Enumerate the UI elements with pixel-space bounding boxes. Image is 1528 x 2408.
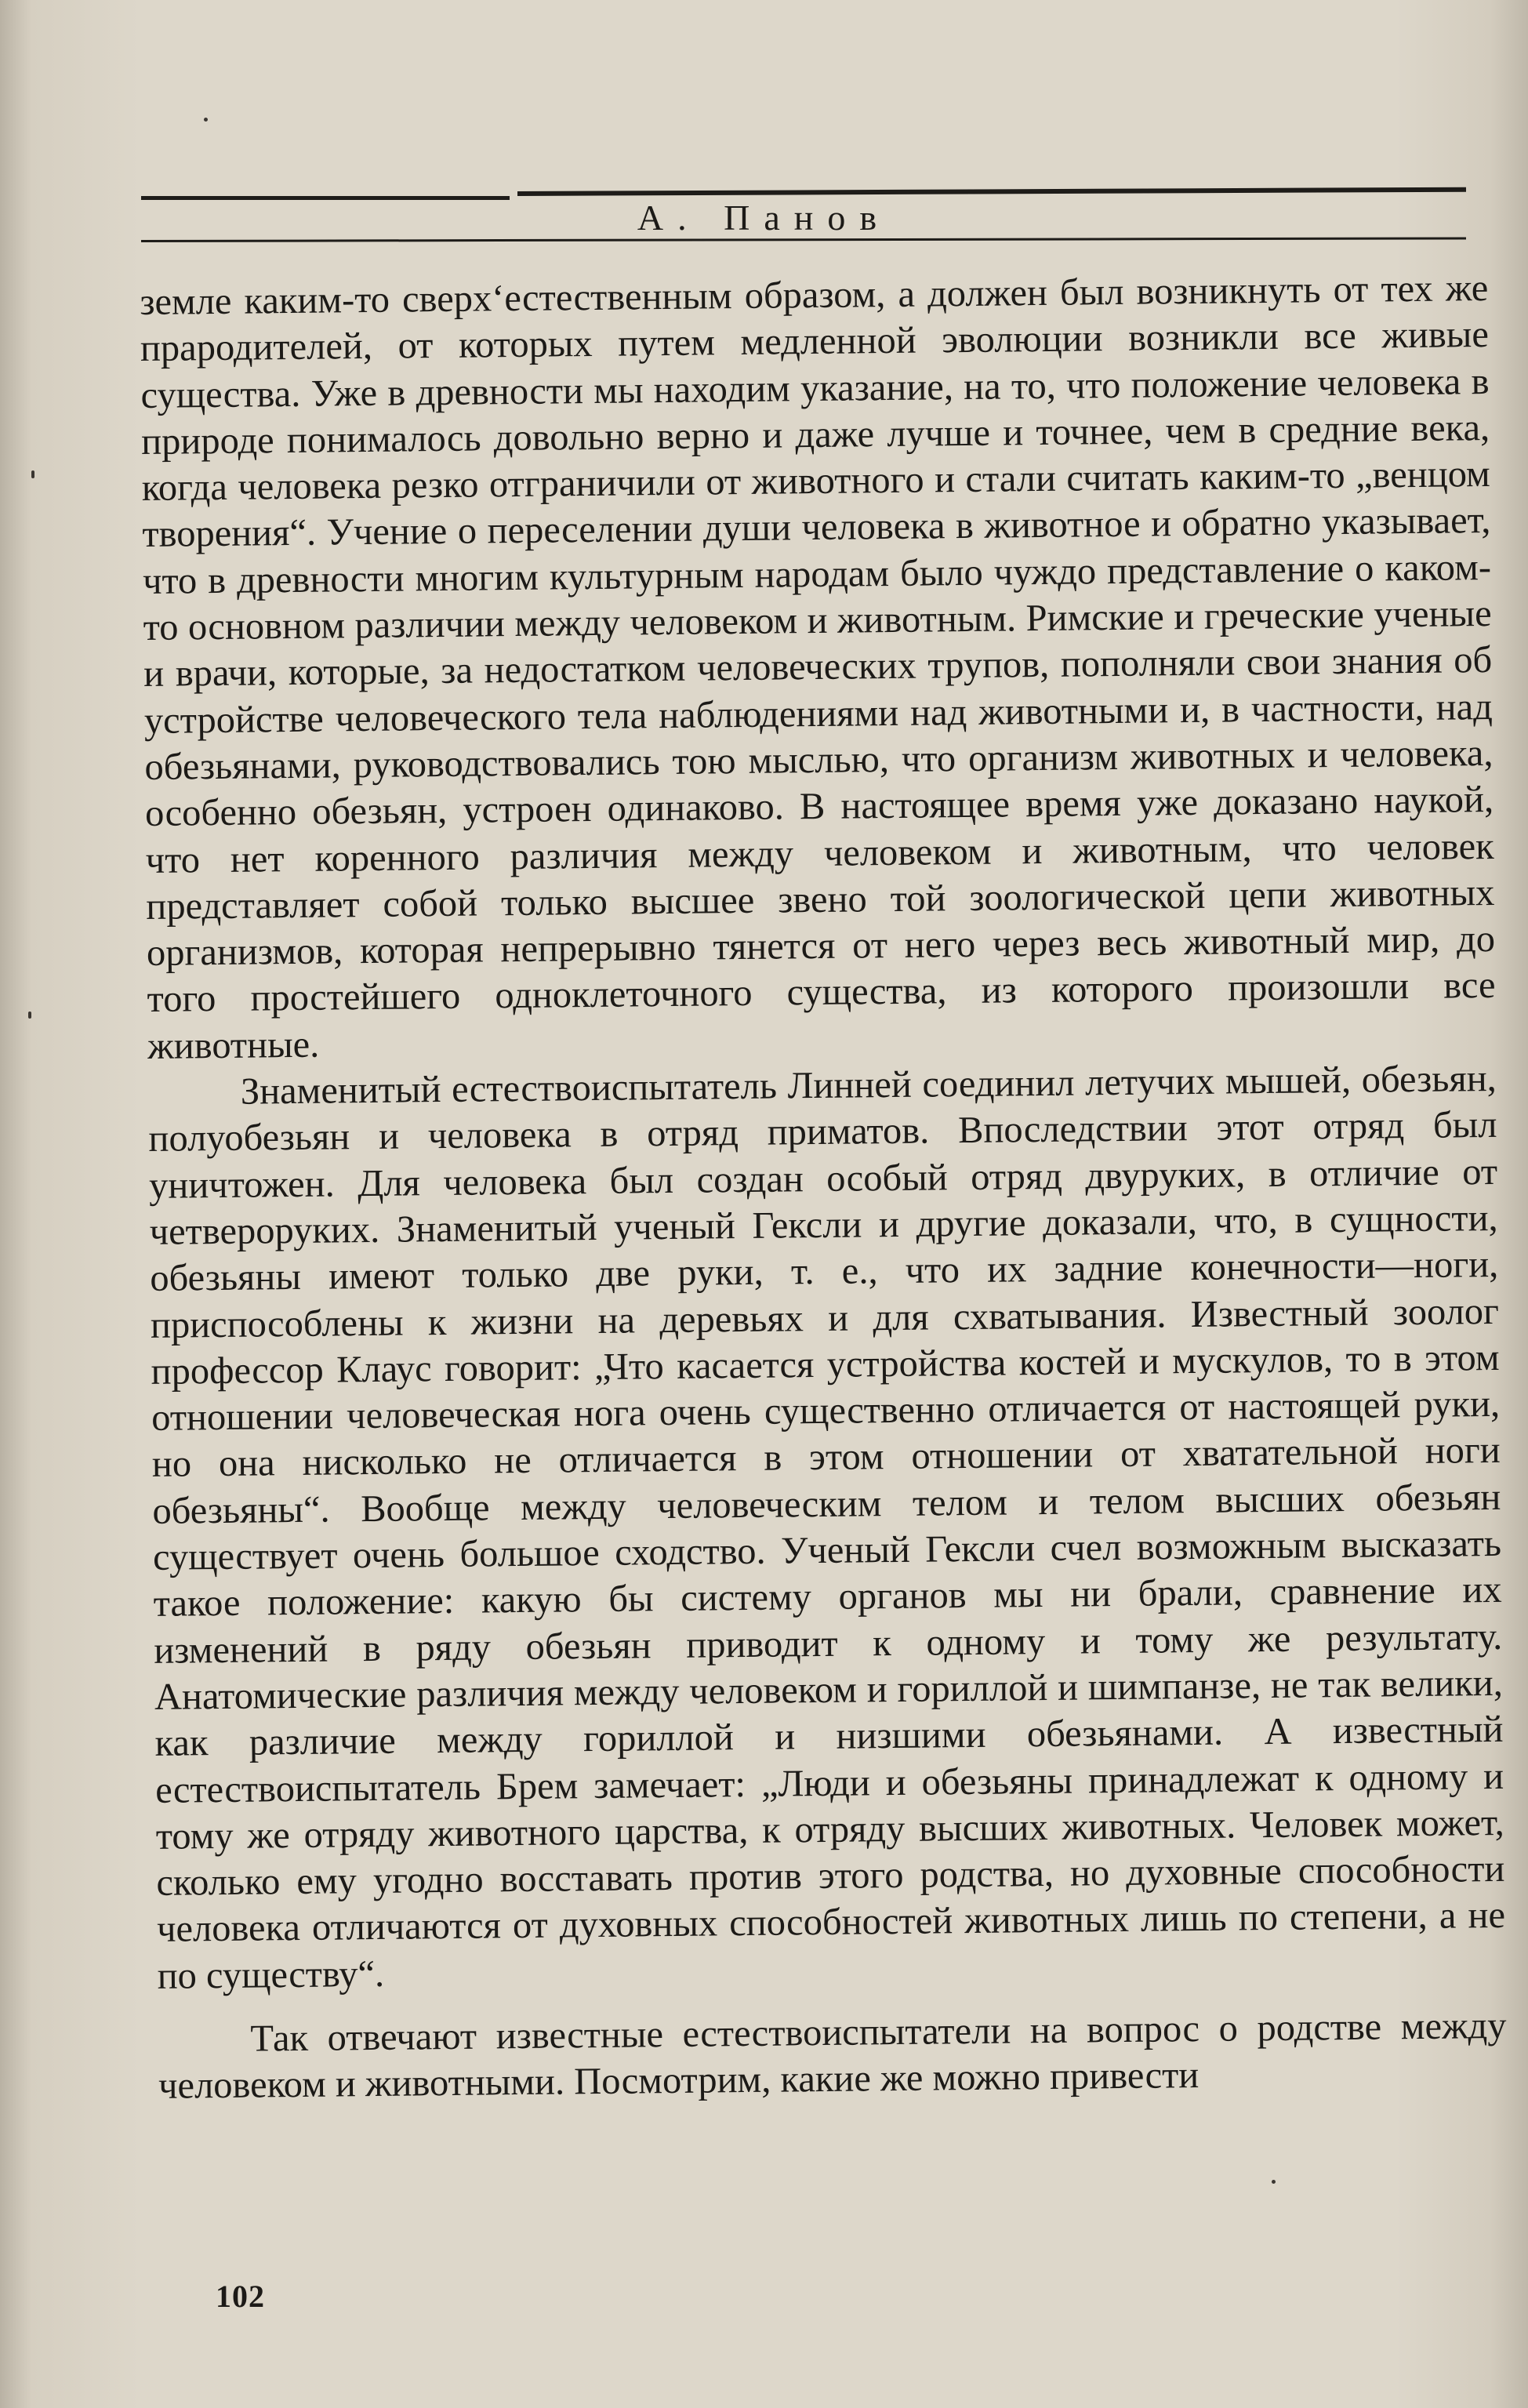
print-speck — [31, 470, 34, 478]
print-speck — [28, 1012, 31, 1019]
page-number: 102 — [216, 2279, 265, 2314]
body-text — [140, 265, 1507, 2109]
paragraph-3: Так отвечают известные естествоиспытатели на вопрос о родстве между человеком и животными. Посмотрим, какие же можно привести — [158, 2004, 1507, 2108]
running-head-author: А. Панов — [637, 198, 891, 238]
print-speck — [204, 118, 208, 122]
paragraph-2: Знаменитый естествоиспытатель Линней соединил летучих мышей, обезьян, полуобезьян и человека в отряд приматов. Впоследствии этот отряд был уничтожен. Для человека был создан особый отряд двуруких, в отличие от четвероруких. Знаменитый ученый Гексли и другие доказали, что, в сущности, обезьяны имеют только две руки, т. е., что их задние конечности—ноги, приспособлены к жизни на деревьях и для схватывания. Известный зоолог профессор Клаус говорит: „Что касается устройства костей и мускулов, то в этом отношении человеческая нога очень существенно отличается от настоящей руки, но она нисколько не отличается в этом отношении от хватательной ноги обезьяны“. Вообще между человеческим телом и телом высших обезьян существует очень большое сходство. Ученый Гексли счел возможным высказать такое положение: какую бы систему органов мы ни брали, сравнение их изменений в ряду обезьян приводит к одному и тому же результату. Анатомические различия между человеком и гориллой и шимпанзе, не так велики, как различие между гориллой и низшими обезьянами. А известный естествоиспытатель Брем замечает: „Люди и обезьяны принадлежат к одному и тому же отряду животного царства, к отряду высших животных. Человек может, сколько ему угодно восставать против этого родства, но духовные способности человека отличаются от духовных способностей животных лишь по степени, а не по существу“. — [148, 1057, 1506, 1997]
paragraph-1: земле каким-то сверх‘естественным образом, а должен был возникнуть от тех же прародителей, от которых путем медленной эволюции возникли все живые существа. Уже в древности мы находим указание, на то, что положение человека в природе понималось довольно верно и даже лучше и точнее, чем в средние века, когда человека резко отграничили от животного и стали считать каким-то „венцом творения“. Учение о переселении души человека в животное и обратно указывает, что в древности многим культурным народам было чуждо представление о каком-то основном различии между человеком и животным. Римские и греческие ученые и врачи, которые, за недостатком человеческих трупов, пополняли свои знания об устройстве человеческого тела наблюдениями над животными и, в частности, над обезьянами, руководствовались тою мыслью, что организм животных и человека, особенно обезьян, устроен одинаково. В настоящее время уже доказано наукой, что нет коренного различия между человеком и животным, что человек представляет собой только высшее звено той зоологической цепи животных организмов, которая непрерывно тянется от него через весь животный мир, до того простейшего одноклеточного существа, из которого произошли все животные. — [140, 267, 1496, 1067]
print-speck — [1272, 2180, 1276, 2184]
